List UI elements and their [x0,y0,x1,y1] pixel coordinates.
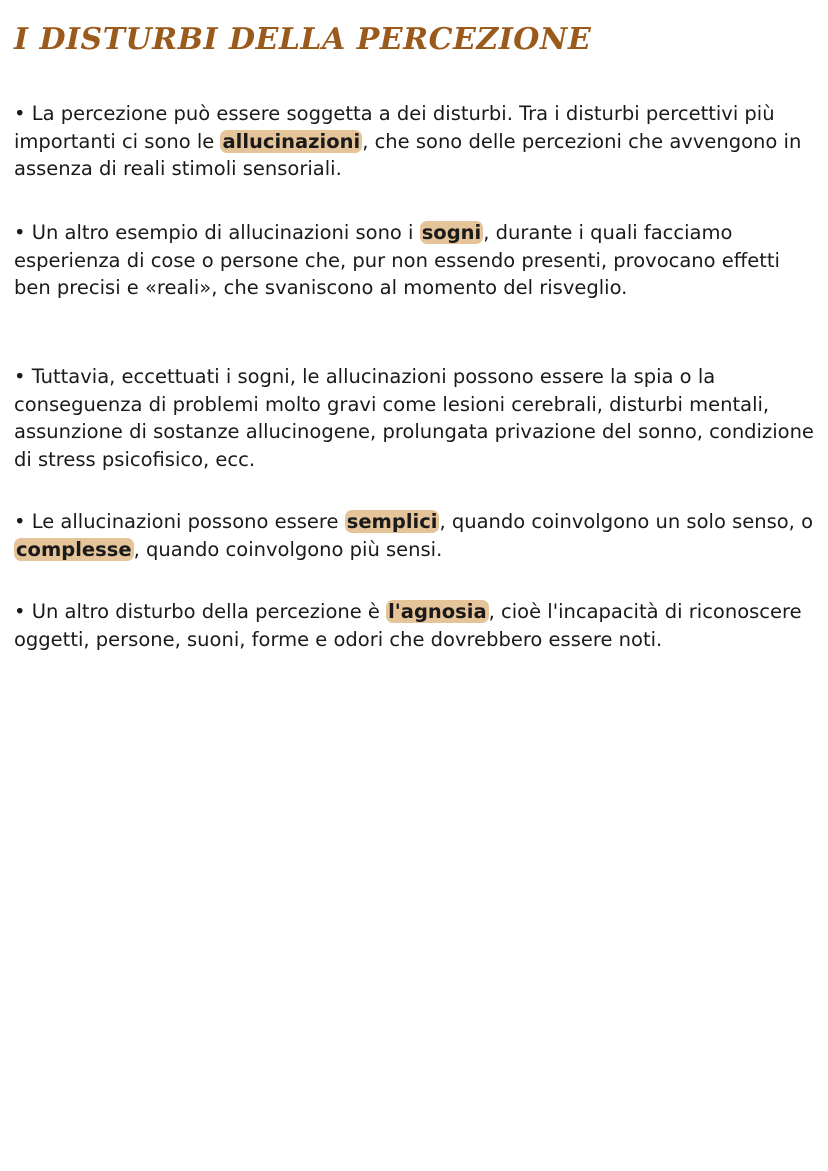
paragraph-text: , cioè l'incapacità di riconoscere oggetti, persone, suoni, forme e odori che dovrebbero essere noti. [14,600,802,651]
highlight-complesse: complesse [16,537,132,561]
paragraph-text: , durante i quali facciamo esperienza di cose o persone che, pur non essendo presenti, provocano effetti ben precisi e «reali», che svaniscono al momento del risveglio. [14,221,780,299]
paragraph-text: • Le allucinazioni possono essere [14,510,345,533]
paragraph-text: , quando coinvolgono più sensi. [133,537,443,561]
highlight-semplici: semplici [346,510,438,533]
paragraph-text: , che sono delle percezioni che avvengono in assenza di reali stimoli sensoriali. [14,129,802,180]
paragraph-text: • Un altro disturbo della percezione è [14,600,387,623]
highlight-sogni: sogni [421,221,482,244]
page-title: I DISTURBI DELLA PERCEZIONE [14,22,592,57]
highlight-allucinazioni: allucinazioni [222,129,361,153]
paragraph-tipi [14,508,814,563]
paragraph-sogni [14,219,814,302]
paragraph-text: • La percezione può essere soggetta a dei disturbi. Tra i disturbi percettivi più importanti ci sono le [14,102,775,153]
paragraph-allucinazioni [14,100,814,183]
highlight-agnosia: l'agnosia [388,600,487,623]
paragraph-text: • Un altro esempio di allucinazioni sono i [14,221,420,244]
paragraph-text: , quando coinvolgono un solo senso, o [439,510,813,533]
paragraph-agnosia [14,598,814,653]
paragraph-cause: • Tuttavia, eccettuati i sogni, le allucinazioni possono essere la spia o la conseguenza di problemi molto gravi come lesioni cerebrali, disturbi mentali, assunzione di sostanze allucinogene, prolungata privazione del sonno, condizione di stress psicofisico, ecc. [14,365,814,471]
